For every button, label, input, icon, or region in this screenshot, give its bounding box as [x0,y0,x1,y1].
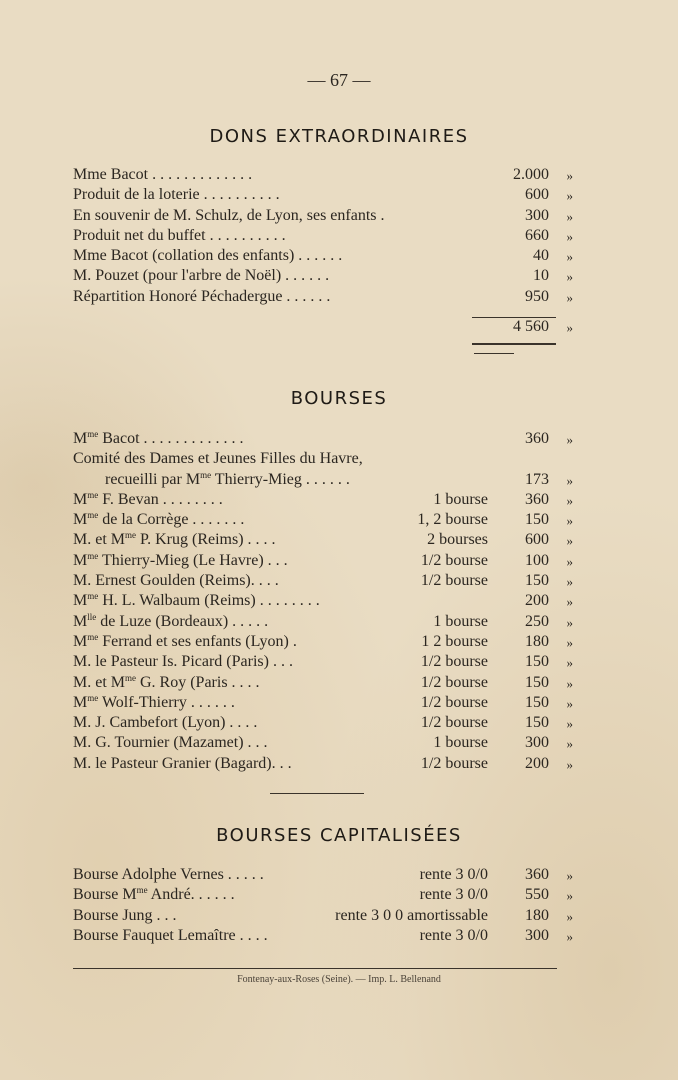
entry-label [73,927,268,945]
ditto-mark: » [566,269,573,285]
title-abbrev: lle [87,611,97,622]
list-item [73,674,573,694]
entry-detail: 1 2 bourse [421,632,488,650]
label-text: M. G. Tournier (Mazamet) . . . [73,734,268,752]
list-item [73,653,573,673]
ditto-mark: » [566,188,573,204]
list-item [73,511,573,531]
page-number: — 67 — [307,70,371,90]
entry-label [73,714,257,732]
list-item [73,227,573,247]
label-rest: F. Bevan . . . . . . . . [98,490,223,508]
bourses-list [73,430,573,775]
list-item [73,755,573,775]
label-text: Bourse Adolphe Vernes . . . . . [73,866,264,883]
label-text: M. Pouzet (pour l'arbre de Noël) . . . . . . [73,267,330,285]
entry-label [73,531,276,549]
entry-label [73,592,320,610]
title-abbrev: me [87,489,99,500]
label-text: Bourse M [73,886,137,904]
list-item [73,207,573,227]
ditto-mark: » [566,513,573,529]
label-text: Produit de la loterie . . . . . . . . . . [73,186,280,204]
entry-amount: 10 [533,267,549,285]
label-text: Comité des Dames et Jeunes Filles du Havre, [73,450,363,468]
entry-detail: rente 3 0/0 [419,926,488,944]
total-double-rule [472,343,556,345]
ditto-mark: » [566,289,573,305]
title-abbrev: me [87,510,99,521]
ditto-mark: » [566,716,573,732]
entry-detail: rente 3 0 0 amortissable [335,906,488,924]
entry-amount: 150 [525,693,549,711]
total-row [73,318,573,338]
entry-detail: 1/2 bourse [420,673,488,691]
ditto-mark: » [566,888,573,904]
entry-amount: 200 [525,592,549,610]
label-text: M [73,430,88,447]
ditto-mark: » [566,472,573,488]
ditto-mark: » [566,553,573,569]
label-text: Mme Bacot (collation des enfants) . . . . . . [73,247,343,265]
entry-label [73,886,235,904]
entry-amount: 300 [525,206,549,224]
title-abbrev: me [136,885,148,896]
title-abbrev: me [125,672,136,683]
total-quote: » [566,320,573,335]
list-item [73,886,573,906]
entry-amount: 360 [525,490,549,508]
ditto-mark: » [566,928,573,944]
dons-list [73,166,573,308]
ditto-mark: » [566,868,573,883]
heading-dons: DONS EXTRAORDINAIRES [209,126,469,147]
list-item [73,552,573,572]
label-text: Bourse Jung . . . [73,906,177,924]
list-item [73,471,573,491]
entry-label [73,907,177,925]
entry-label [73,755,292,773]
entry-amount: 660 [525,226,549,244]
capitalisees-list [73,866,573,947]
label-text: M. Ernest Goulden (Reims). . . . [73,572,279,590]
entry-amount: 950 [525,287,549,305]
list-item [73,267,573,287]
entry-label [73,552,288,570]
ditto-mark: » [566,675,573,691]
ditto-mark: » [566,432,573,447]
label-rest: Wolf-Thierry . . . . . . [98,693,235,711]
ditto-mark: » [566,249,573,265]
label-text: M [73,551,88,569]
entry-label [73,866,264,884]
entry-label [105,471,350,489]
entry-amount: 150 [525,714,549,732]
entry-label [73,227,286,245]
entry-detail: 1/2 bourse [420,653,488,671]
list-item [73,592,573,612]
entry-amount: 360 [525,430,549,447]
section-divider [270,793,364,794]
entry-label [73,450,363,468]
label-text: M [73,612,88,630]
ditto-mark: » [566,594,573,610]
list-item [73,633,573,653]
label-text: Mme Bacot . . . . . . . . . . . . . [73,166,253,183]
ditto-mark: » [566,168,573,183]
entry-label [73,288,330,306]
ditto-mark: » [566,208,573,224]
list-item [73,288,573,308]
entry-detail: 1/2 bourse [420,572,488,590]
list-item [73,186,573,206]
entry-amount: 180 [525,906,549,924]
label-text: M [73,632,88,650]
ditto-mark: » [566,655,573,671]
entry-amount: 250 [525,612,549,630]
label-text: M [73,693,88,711]
title-abbrev: me [87,429,99,439]
ditto-mark: » [566,533,573,549]
label-text: M. et M [73,531,125,549]
title-abbrev: me [87,550,99,561]
entry-amount: 100 [525,551,549,569]
printer-imprint: Fontenay-aux-Roses (Seine). — Imp. L. Bellenand [237,974,441,985]
entry-label [73,267,329,285]
label-rest: André. . . . . . [147,886,235,904]
entry-amount: 150 [525,653,549,671]
ditto-mark: » [566,614,573,630]
list-item [73,714,573,734]
entry-amount: 360 [525,866,549,883]
label-text: M. et M [73,673,125,691]
entry-amount: 173 [525,470,549,488]
entry-label [73,694,235,712]
title-abbrev: me [87,692,99,703]
entry-label [73,734,268,752]
label-rest: P. Krug (Reims) . . . . [136,531,276,549]
ditto-mark: » [566,736,573,752]
title-abbrev: me [87,631,99,642]
entry-amount: 300 [525,926,549,944]
label-rest: de la Corrège . . . . . . . [98,511,245,529]
list-item [73,166,573,186]
label-text: M [73,592,88,610]
entry-detail: 2 bourses [427,531,488,549]
entry-detail: 1 bourse [433,612,488,630]
entry-label [73,674,260,692]
total-value: 4 560 [513,318,549,335]
entry-amount: 150 [525,572,549,590]
label-text: Répartition Honoré Péchadergue . . . . . . [73,287,331,305]
entry-label [73,186,280,204]
label-rest: Thierry-Mieg . . . . . . [211,470,350,488]
list-item [73,430,573,450]
list-item [73,450,573,470]
entry-label [73,633,297,651]
entry-detail: 1 bourse [433,734,488,752]
label-text: M [73,490,88,508]
entry-amount: 40 [533,247,549,265]
entry-detail: 1/2 bourse [420,754,488,772]
entry-label [73,491,223,509]
ditto-mark: » [566,492,573,508]
list-item [73,907,573,927]
label-text: M. le Pasteur Is. Picard (Paris) . . . [73,653,293,671]
list-item [73,927,573,947]
label-rest: Thierry-Mieg (Le Havre) . . . [98,551,288,569]
entry-detail: 1/2 bourse [420,714,488,732]
label-text: recueilli par M [105,470,201,488]
list-item [73,866,573,886]
title-abbrev: me [125,530,136,541]
ditto-mark: » [566,574,573,590]
label-rest: G. Roy (Paris . . . . [136,673,260,691]
entry-amount: 150 [525,511,549,529]
label-text: Bourse Fauquet Lemaître . . . . [73,926,268,944]
entry-detail: 1/2 bourse [420,551,488,569]
label-rest: de Luze (Bordeaux) . . . . . [96,612,269,630]
heading-capitalisees: BOURSES CAPITALISÉES [216,825,462,846]
dons-total [73,318,573,338]
entry-amount: 550 [525,886,549,904]
entry-amount: 300 [525,734,549,752]
label-rest: Ferrand et ses enfants (Lyon) . [98,632,297,650]
section-divider [474,353,514,354]
list-item [73,613,573,633]
entry-detail: rente 3 0/0 [419,886,488,904]
entry-label [73,247,342,265]
heading-bourses: BOURSES [290,388,388,409]
label-text: En souvenir de M. Schulz, de Lyon, ses enfants . [73,206,385,224]
label-text: M [73,511,88,529]
list-item [73,531,573,551]
entry-label [73,572,279,590]
entry-amount: 600 [525,531,549,549]
entry-detail: 1 bourse [433,490,488,508]
ditto-mark: » [566,228,573,244]
entry-label [73,613,268,631]
entry-detail: rente 3 0/0 [419,866,488,883]
list-item [73,572,573,592]
label-text: M. le Pasteur Granier (Bagard). . . [73,754,292,772]
entry-label [73,166,252,184]
entry-detail: 1/2 bourse [420,693,488,711]
entry-amount: 150 [525,673,549,691]
entry-amount: 200 [525,754,549,772]
entry-detail: 1, 2 bourse [417,511,488,529]
ditto-mark: » [566,756,573,772]
entry-amount: 600 [525,186,549,204]
entry-label [73,207,385,225]
entry-amount: 180 [525,632,549,650]
entry-label [73,511,244,529]
label-text: M. J. Cambefort (Lyon) . . . . [73,714,258,732]
list-item [73,694,573,714]
footer-rule [73,968,557,969]
label-rest: H. L. Walbaum (Reims) . . . . . . . . [98,592,320,610]
ditto-mark: » [566,634,573,650]
list-item [73,491,573,511]
list-item [73,734,573,754]
entry-amount: 2.000 [513,166,549,183]
ditto-mark: » [566,908,573,924]
entry-label [73,653,293,671]
label-rest: Bacot . . . . . . . . . . . . . [98,430,244,447]
title-abbrev: me [87,591,99,602]
list-item [73,247,573,267]
title-abbrev: me [200,469,212,480]
entry-label [73,430,244,448]
ditto-mark: » [566,695,573,711]
label-text: Produit net du buffet . . . . . . . . . . [73,226,286,244]
